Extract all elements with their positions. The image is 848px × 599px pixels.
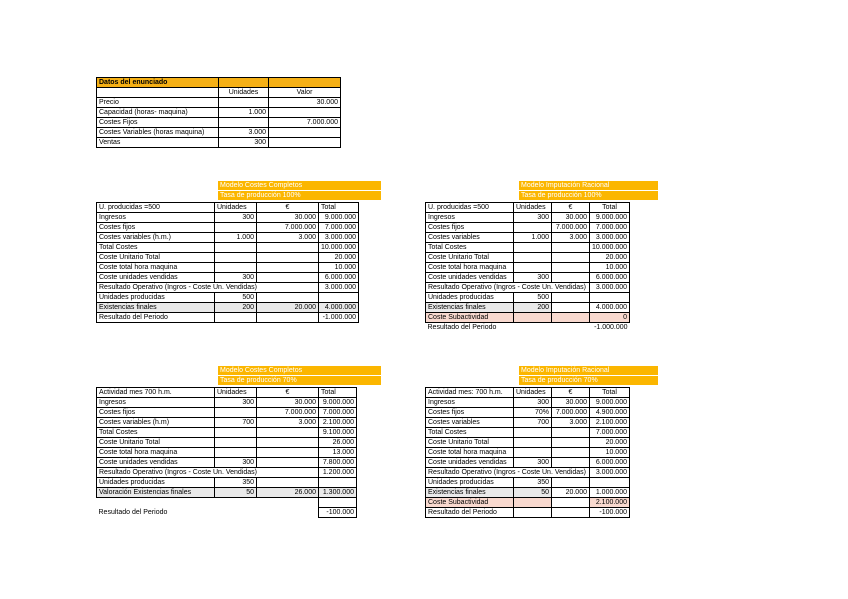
table-row: Costes fijos 7.000.000 7.000.000 — [97, 408, 357, 418]
table-row: Valoración Existencias finales 50 26.000 1.300.000 — [97, 488, 357, 498]
table-row: Resultado del Periodo -100.000 — [97, 508, 357, 518]
enunciado-table-wrap — [96, 77, 341, 148]
table-row: Coste unidades vendidas 300 7.800.000 — [97, 458, 357, 468]
t2-caption-model: Modelo Imputación Racional — [519, 181, 658, 190]
table-row: Total Costes 10.000.000 — [97, 243, 359, 253]
t4-resultado-operativo: Resultado Operativo (Ingros - Coste Un. Vendidas) — [426, 468, 590, 478]
t1-header-label: U. producidas =500 — [97, 203, 215, 213]
t2-caption-rate: Tasa de producción 100% — [519, 191, 658, 200]
t4-header-label: Actividad mes: 700 h.m. — [426, 388, 514, 398]
t2-header-total: Total — [590, 203, 630, 213]
t1-caption-rate: Tasa de producción 100% — [218, 191, 381, 200]
t1-resultado-periodo: Resultado del Periodo — [97, 313, 215, 323]
enunciado-row-label: Precio — [97, 98, 219, 108]
table-row: Coste Unitario Total 26.000 — [97, 438, 357, 448]
t2-table-wrap — [425, 202, 630, 332]
enunciado-row-label: Capacidad (horas- maquina) — [97, 108, 219, 118]
t3-header-total: Total — [319, 388, 357, 398]
table-row: Coste total hora maquina 10.000 — [97, 263, 359, 273]
table-row: Costes fijos 70% 7.000.000 4.900.000 — [426, 408, 630, 418]
enunciado-title: Datos del enunciado — [97, 78, 219, 88]
t4-header-total: Total — [590, 388, 630, 398]
enunciado-table: Datos del enunciado Unidades Valor Precio 30.000 Capacidad (horas- maquina) 1.000 Costes Fijos 7.000.000 Costes Variables (horas maquina) 3.000 Ventas 300 — [96, 77, 341, 148]
t2-header-label: U. producidas =500 — [426, 203, 514, 213]
table-row: Ingresos 300 30.000 9.000.000 — [97, 398, 357, 408]
t3-header-unidades: Unidades — [215, 388, 257, 398]
table-row: Coste Unitario Total 20.000 — [426, 253, 630, 263]
t3-header-label: Actividad mes 700 h.m. — [97, 388, 215, 398]
table-row: Unidades producidas 350 — [426, 478, 630, 488]
t3-caption-rate: Tasa de producción 70% — [218, 376, 381, 385]
t1-header-unidades: Unidades — [215, 203, 257, 213]
table-row: Coste total hora maquina 10.000 — [426, 448, 630, 458]
t3-table — [96, 387, 357, 518]
t1-table — [96, 202, 359, 323]
table-row: Coste Subactividad 2.100.000 — [426, 498, 630, 508]
t3-caption-model: Modelo Costes Completos — [218, 366, 381, 375]
table-row: Resultado Operativo (Ingros - Coste Un. Vendidas) 3.000.000 — [426, 283, 630, 293]
table-row — [97, 498, 357, 508]
table-row: Costes variables 700 3.000 2.100.000 — [426, 418, 630, 428]
t3-header-euro: € — [257, 388, 319, 398]
table-row: Coste Subactividad 0 — [426, 313, 630, 323]
t1-header-total: Total — [319, 203, 359, 213]
table-row: Costes variables (h.m) 700 3.000 2.100.000 — [97, 418, 357, 428]
enunciado-col-unidades: Unidades — [219, 88, 269, 98]
table-row: Coste total hora maquina 10.000 — [426, 263, 630, 273]
table-row: Existencias finales 200 20.000 4.000.000 — [97, 303, 359, 313]
table-row: Unidades producidas 500 — [97, 293, 359, 303]
t3-resultado-operativo: Resultado Operativo (Ingros - Coste Un. Vendidas) — [97, 468, 319, 478]
table-row: Costes variables 1.000 3.000 3.000.000 — [426, 233, 630, 243]
table-row: Existencias finales 50 20.000 1.000.000 — [426, 488, 630, 498]
t3-resultado-periodo: Resultado del Periodo — [98, 509, 168, 516]
t4-header-unidades: Unidades — [514, 388, 552, 398]
t1-caption-model: Modelo Costes Completos — [218, 181, 381, 190]
table-row: Coste total hora maquina 13.000 — [97, 448, 357, 458]
table-row: Resultado Operativo (Ingros - Coste Un. Vendidas) 1.200.000 — [97, 468, 357, 478]
table-row: Costes fijos 7.000.000 7.000.000 — [97, 223, 359, 233]
t1-resultado-operativo: Resultado Operativo (Ingros - Coste Un. Vendidas) — [97, 283, 319, 293]
enunciado-col-valor: Valor — [269, 88, 341, 98]
t4-table — [425, 387, 630, 518]
table-row: Total Costes 9.100.000 — [97, 428, 357, 438]
t4-header-euro: € — [552, 388, 590, 398]
t4-table-wrap — [425, 387, 630, 518]
table-row: Resultado del Periodo -1.000.000 — [97, 313, 359, 323]
enunciado-row-label: Costes Fijos — [97, 118, 219, 128]
t2-table — [425, 202, 630, 332]
table-row: Coste unidades vendidas 300 6.000.000 — [97, 273, 359, 283]
table-row: Resultado del Periodo -1.000.000 — [427, 324, 628, 331]
table-row: Resultado Operativo (Ingros - Coste Un. Vendidas) 3.000.000 — [97, 283, 359, 293]
table-row: Coste unidades vendidas 300 6.000.000 — [426, 458, 630, 468]
t2-header-euro: € — [552, 203, 590, 213]
table-row: Coste unidades vendidas 300 6.000.000 — [426, 273, 630, 283]
table-row: Unidades producidas 500 — [426, 293, 630, 303]
table-row: Costes fijos 7.000.000 7.000.000 — [426, 223, 630, 233]
table-row: Costes variables (h.m.) 1.000 3.000 3.000.000 — [97, 233, 359, 243]
t4-resultado-periodo: Resultado del Periodo — [426, 508, 514, 518]
t2-resultado-periodo: Resultado del Periodo — [427, 324, 497, 331]
enunciado-row-label: Costes Variables (horas maquina) — [97, 128, 219, 138]
table-row: Ingresos 300 30.000 9.000.000 — [97, 213, 359, 223]
table-row: Coste Unitario Total 20.000 — [97, 253, 359, 263]
t4-caption-rate: Tasa de producción 70% — [519, 376, 658, 385]
table-row: Unidades producidas 350 — [97, 478, 357, 488]
table-row: Coste Unitario Total 20.000 — [426, 438, 630, 448]
t3-table-wrap — [96, 387, 357, 518]
table-row: Ingresos 300 30.000 9.000.000 — [426, 213, 630, 223]
table-row: Resultado del Periodo -100.000 — [426, 508, 630, 518]
t1-header-euro: € — [257, 203, 319, 213]
table-row: Existencias finales 200 4.000.000 — [426, 303, 630, 313]
t4-caption-model: Modelo Imputación Racional — [519, 366, 658, 375]
t2-header-unidades: Unidades — [514, 203, 552, 213]
table-row: Total Costes 10.000.000 — [426, 243, 630, 253]
table-row: Resultado Operativo (Ingros - Coste Un. Vendidas) 3.000.000 — [426, 468, 630, 478]
t4-coste-subactividad: Coste Subactividad — [426, 498, 514, 508]
t2-coste-subactividad: Coste Subactividad — [426, 313, 514, 323]
table-row: Total Costes 7.000.000 — [426, 428, 630, 438]
enunciado-row-label: Ventas — [97, 138, 219, 148]
t1-table-wrap — [96, 202, 359, 323]
table-row: Ingresos 300 30.000 9.000.000 — [426, 398, 630, 408]
t2-resultado-operativo: Resultado Operativo (Ingros - Coste Un. Vendidas) — [426, 283, 590, 293]
